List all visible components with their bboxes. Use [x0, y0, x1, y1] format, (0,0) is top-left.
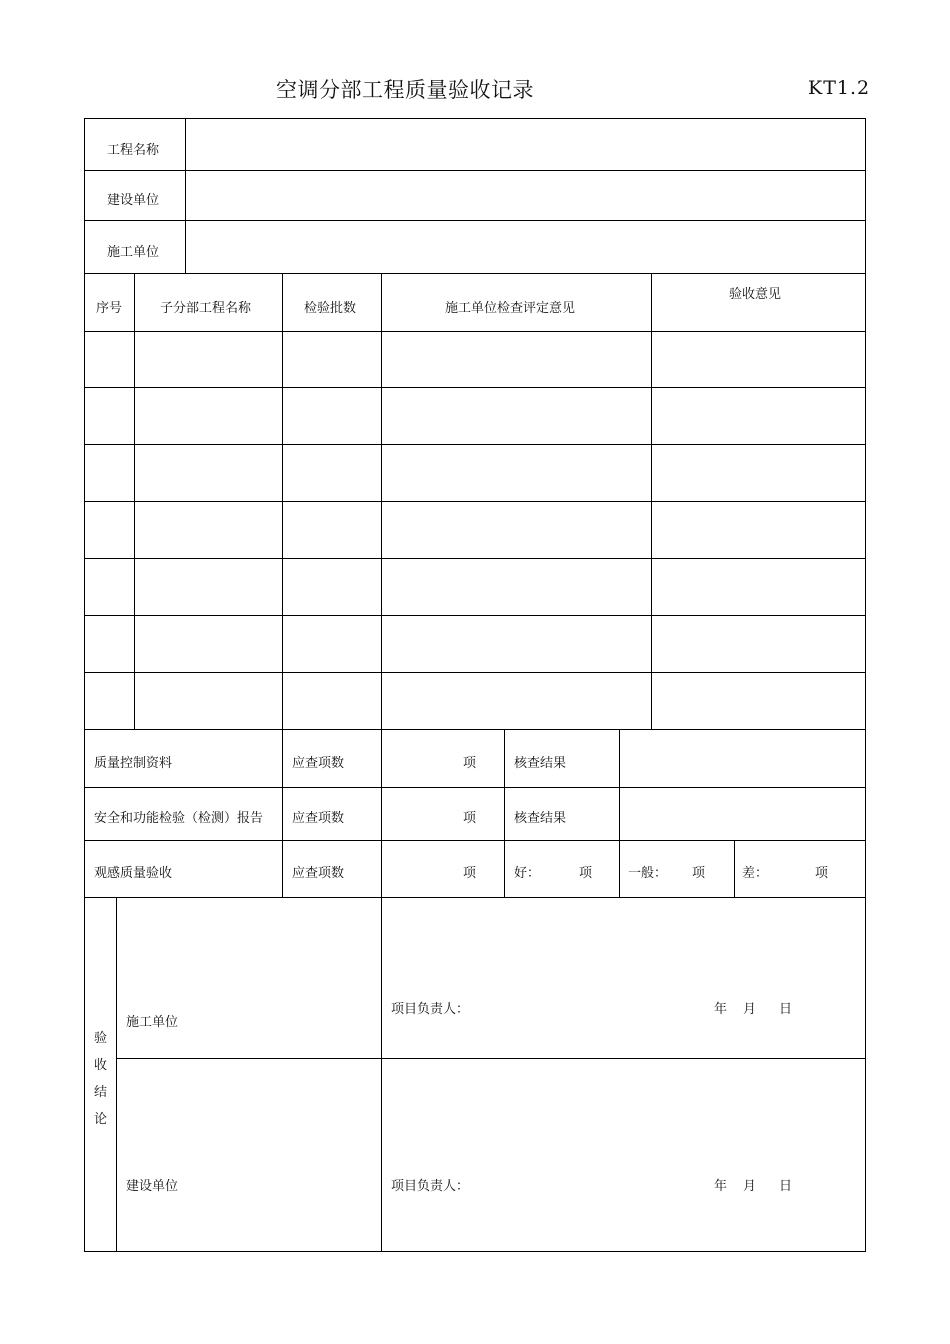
conclusion-char: 收: [94, 1058, 108, 1073]
label-general: 一般：: [628, 866, 668, 881]
label-conclusion-construct-unit: 施工单位: [126, 1015, 179, 1030]
label-project-name: 工程名称: [107, 143, 160, 158]
label-manager: 项目负责人：: [391, 1179, 470, 1194]
row-line: [84, 787, 866, 788]
label-good: 好：: [514, 866, 541, 881]
label-year: 年: [714, 1002, 728, 1017]
label-should-check: 应查项数: [292, 756, 345, 771]
col-line: [116, 897, 117, 1252]
row-line: [84, 387, 866, 388]
label-check-result: 核查结果: [514, 811, 567, 826]
form-code: KT1.2: [808, 77, 871, 99]
label-manager: 项目负责人：: [391, 1002, 470, 1017]
label-conclusion-build-unit: 建设单位: [126, 1179, 179, 1194]
col-line: [185, 118, 186, 273]
col-line: [504, 729, 505, 897]
row-line: [84, 840, 866, 841]
row-line: [84, 897, 866, 898]
label-should-check: 应查项数: [292, 866, 345, 881]
label-safety-report: 安全和功能检验（检测）报告: [94, 811, 264, 826]
row-line: [84, 672, 866, 673]
label-item: 项: [692, 866, 706, 881]
label-item: 项: [463, 756, 477, 771]
label-poor: 差：: [742, 866, 769, 881]
col-line: [381, 273, 382, 1252]
conclusion-char: 论: [94, 1112, 108, 1127]
label-visual-quality: 观感质量验收: [94, 866, 173, 881]
row-line: [116, 1058, 866, 1059]
row-line: [84, 558, 866, 559]
row-line: [84, 170, 866, 171]
header-evaluation: 施工单位检查评定意见: [445, 301, 576, 316]
label-month: 月: [743, 1179, 757, 1194]
row-line: [84, 444, 866, 445]
label-item: 项: [463, 811, 477, 826]
conclusion-char: 验: [94, 1031, 108, 1046]
page-title: 空调分部工程质量验收记录: [276, 78, 534, 102]
label-should-check: 应查项数: [292, 811, 345, 826]
row-line: [84, 273, 866, 274]
row-line: [84, 331, 866, 332]
label-item: 项: [579, 866, 593, 881]
label-item: 项: [463, 866, 477, 881]
col-line: [651, 273, 652, 729]
label-quality-docs: 质量控制资料: [94, 756, 173, 771]
col-line: [282, 273, 283, 897]
row-line: [84, 501, 866, 502]
row-line: [84, 729, 866, 730]
header-batch-count: 检验批数: [304, 301, 357, 316]
label-item: 项: [815, 866, 829, 881]
label-build-unit: 建设单位: [107, 193, 160, 208]
col-line: [619, 729, 620, 897]
label-construct-unit: 施工单位: [107, 245, 160, 260]
label-day: 日: [779, 1179, 793, 1194]
col-line: [734, 840, 735, 897]
header-sub-project: 子分部工程名称: [160, 301, 252, 316]
row-line: [84, 220, 866, 221]
col-line: [134, 273, 135, 729]
header-opinion: 验收意见: [729, 287, 782, 302]
header-no: 序号: [96, 301, 123, 316]
label-check-result: 核查结果: [514, 756, 567, 771]
row-line: [84, 615, 866, 616]
conclusion-char: 结: [94, 1085, 108, 1100]
label-month: 月: [743, 1002, 757, 1017]
label-year: 年: [714, 1179, 728, 1194]
label-day: 日: [779, 1002, 793, 1017]
